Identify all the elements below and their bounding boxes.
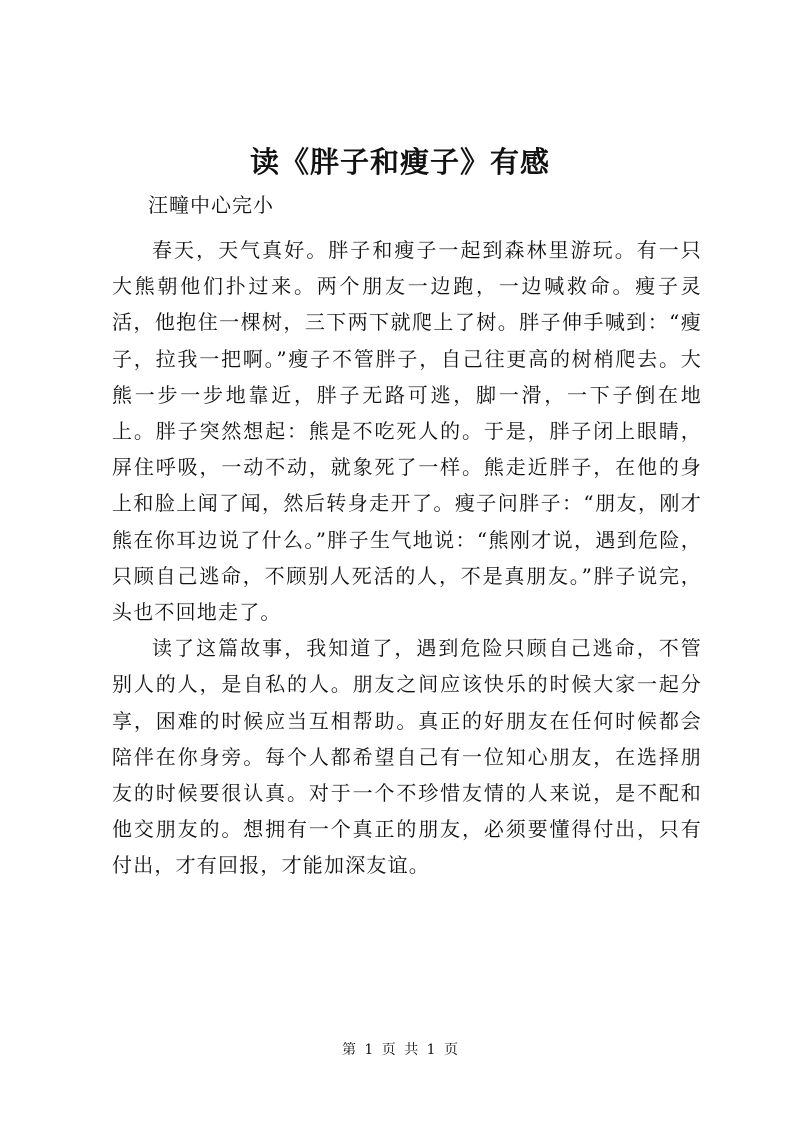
author-line: 汪疃中心完小	[148, 193, 274, 217]
document-title: 读《胖子和瘦子》有感	[249, 145, 550, 179]
paragraph-story: 春天，天气真好。胖子和瘦子一起到森林里游玩。有一只大熊朝他们扑过来。两个朋友一边跑，一边喊救命。瘦子灵活，他抱住一棵树，三下两下就爬上了树。胖子伸手喊到：“瘦子，拉我一把啊。”瘦子不管胖子，自己往更高的树梢爬去。大熊一步一步地靠近，胖子无路可逃，脚一滑，一下子倒在地上。胖子突然想起：熊是不吃死人的。于是，胖子闭上眼睛，屏住呼吸，一动不动，就象死了一样。熊走近胖子，在他的身上和脸上闻了闻，然后转身走开了。瘦子问胖子：“朋友，刚才熊在你耳边说了什么。”胖子生气地说：“熊刚才说，遇到危险，只顾自己逃命，不顾别人死活的人，不是真朋友。”胖子说完，头也不回地走了。	[112, 238, 702, 625]
paragraph-reflection: 读了这篇故事，我知道了，遇到危险只顾自己逃命，不管别人的人，是自私的人。朋友之间应该快乐的时候大家一起分享，困难的时候应当互相帮助。真正的好朋友在任何时候都会陪伴在你身旁。每个人都希望自己有一位知心朋友，在选择朋友的时候要很认真。对于一个不珍惜友情的人来说，是不配和他交朋友的。想拥有一个真正的朋友，必须要懂得付出，只有付出，才有回报，才能加深友谊。	[112, 636, 702, 878]
document-body	[112, 232, 702, 884]
page-number-footer: 第 1 页 共 1 页	[341, 1042, 459, 1058]
